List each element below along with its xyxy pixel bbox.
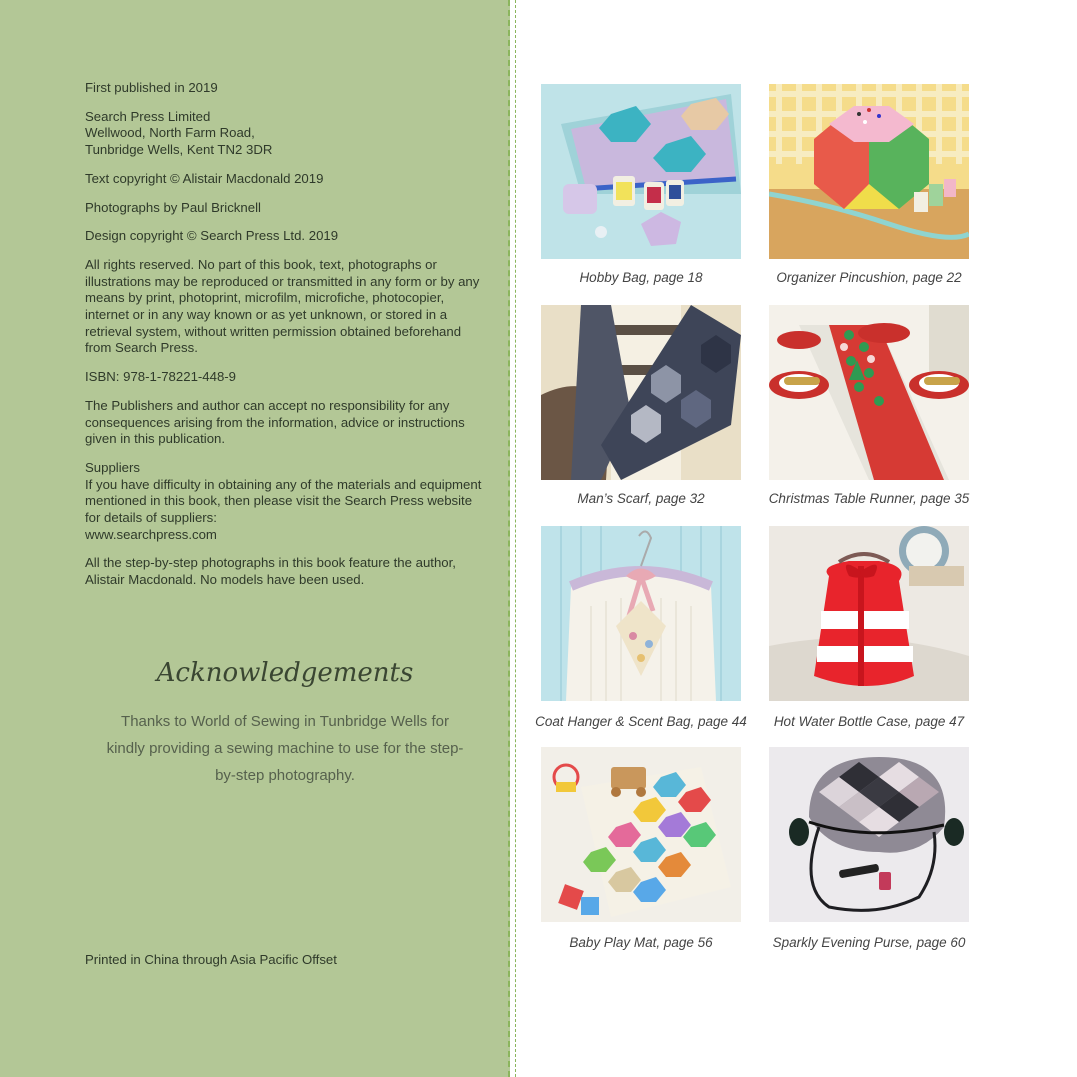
stitch-line bbox=[508, 0, 510, 1077]
responsibility-statement: The Publishers and author can accept no responsibility for any consequences arising from the information, advice or instructions given in this publication. bbox=[85, 397, 465, 447]
suppliers-note: Suppliers If you have difficulty in obtaining any of the materials and equipment mentioned in this book, then please visit the Search Press website for details of suppliers: www.searchpress.com bbox=[85, 459, 482, 542]
hobby-bag-photo bbox=[541, 84, 741, 259]
isbn: ISBN: 978-1-78221-448-9 bbox=[85, 369, 237, 385]
project-caption: Sparkly Evening Purse, page 60 bbox=[772, 935, 966, 950]
table-runner-photo bbox=[769, 305, 969, 480]
printed-in: Printed in China through Asia Pacific Offset bbox=[85, 952, 337, 967]
project-card bbox=[768, 305, 970, 506]
design-copyright: Design copyright © Search Press Ltd. 2019 bbox=[85, 228, 339, 244]
project-caption: Man’s Scarf, page 32 bbox=[577, 491, 705, 506]
photographs-credit: Photographs by Paul Bricknell bbox=[85, 199, 261, 215]
project-card bbox=[769, 747, 969, 950]
pincushion-photo bbox=[769, 84, 969, 259]
project-caption: Hobby Bag, page 18 bbox=[579, 270, 703, 285]
project-card bbox=[541, 84, 741, 285]
project-caption: Christmas Table Runner, page 35 bbox=[768, 491, 970, 506]
publisher-address: Search Press Limited Wellwood, North Farm Road, Tunbridge Wells, Kent TN2 3DR bbox=[85, 108, 273, 158]
scarf-photo bbox=[541, 305, 741, 480]
coat-hanger-photo bbox=[541, 526, 741, 701]
project-caption: Organizer Pincushion, page 22 bbox=[776, 270, 962, 285]
project-card bbox=[769, 526, 969, 729]
first-published: First published in 2019 bbox=[85, 80, 218, 95]
project-caption: Baby Play Mat, page 56 bbox=[569, 935, 713, 950]
hot-water-bottle-photo bbox=[769, 526, 969, 701]
step-by-step-note: All the step-by-step photographs in this book feature the author, Alistair Macdonald. No models have been used. bbox=[85, 555, 456, 588]
project-caption: Hot Water Bottle Case, page 47 bbox=[773, 714, 965, 729]
evening-purse-photo bbox=[769, 747, 969, 922]
project-card bbox=[541, 747, 741, 950]
project-card bbox=[541, 305, 741, 506]
imprint-text bbox=[85, 80, 490, 601]
rights-statement: All rights reserved. No part of this book, text, photographs or illustrations may be reproduced or transmitted in any form or by any means by print, photoprint, microfilm, microfiche, photocopier, internet or in any way known or as yet unknown, or stored in a retrieval system, without written permission obtained beforehand from Search Press. bbox=[85, 256, 480, 356]
stitch-line bbox=[515, 0, 516, 1077]
text-copyright: Text copyright © Alistair Macdonald 2019 bbox=[85, 170, 324, 186]
project-caption: Coat Hanger & Scent Bag, page 44 bbox=[535, 714, 747, 729]
acknowledgements-title: Acknowledgements bbox=[156, 658, 414, 688]
acknowledgements-body: Thanks to World of Sewing in Tunbridge Wells for kindly providing a sewing machine to use for the step-by-step photography. bbox=[106, 713, 464, 784]
project-card bbox=[769, 84, 969, 285]
project-card bbox=[535, 526, 747, 729]
baby-play-mat-photo bbox=[541, 747, 741, 922]
